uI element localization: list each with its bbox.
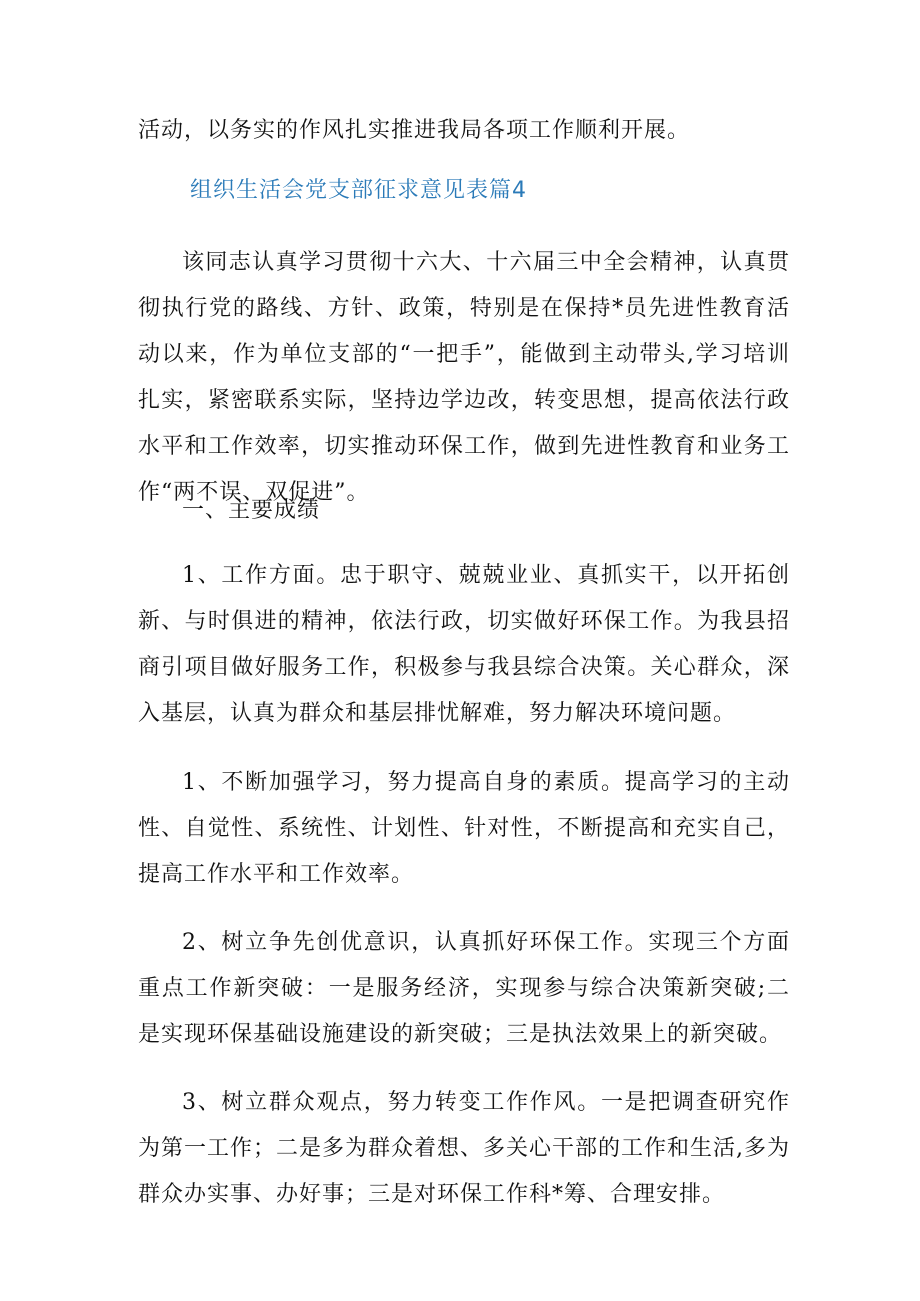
achievement-item-excellence: 2、树立争先创优意识，认真抓好环保工作。实现三个方面重点工作新突破：一是服务经济，实现参与综合决策新突破;二是实现环保基础设施建设的新突破；三是执法效果上的新突破。 (138, 930, 790, 1047)
summary-paragraph: 该同志认真学习贯彻十六大、十六届三中全会精神，认真贯彻执行党的路线、方针、政策，特别是在保持*员先进性教育活动以来，作为单位支部的“一把手”，能做到主动带头,学习培训扎实，紧密联系实际，坚持边学边改，转变思想，提高依法行政水平和工作效率，切实推动环保工作，做到先进性教育和业务工作“两不误、双促进”。 (138, 250, 790, 505)
achievement-item-style: 3、树立群众观点，努力转变工作作风。一是把调查研究作为第一工作；二是多为群众着想、多关心干部的工作和生活,多为群众办实事、办好事；三是对环保工作科*筹、合理安排。 (138, 1090, 790, 1207)
document-title: 组织生活会党支部征求意见表篇4 (190, 178, 527, 203)
intro-tail-paragraph: 活动，以务实的作风扎实推进我局各项工作顺利开展。 (138, 118, 691, 143)
achievement-item-study: 1、不断加强学习，努力提高自身的素质。提高学习的主动性、自觉性、系统性、计划性、针对性，不断提高和充实自己，提高工作水平和工作效率。 (138, 770, 790, 887)
section-heading-achievements: 一、主要成绩 (182, 498, 321, 523)
achievement-item-work: 1、工作方面。忠于职守、兢兢业业、真抓实干，以开拓创新、与时俱进的精神，依法行政，切实做好环保工作。为我县招商引项目做好服务工作，积极参与我县综合决策。关心群众，深入基层，认真为群众和基层排忧解难，努力解决环境问题。 (138, 563, 790, 726)
